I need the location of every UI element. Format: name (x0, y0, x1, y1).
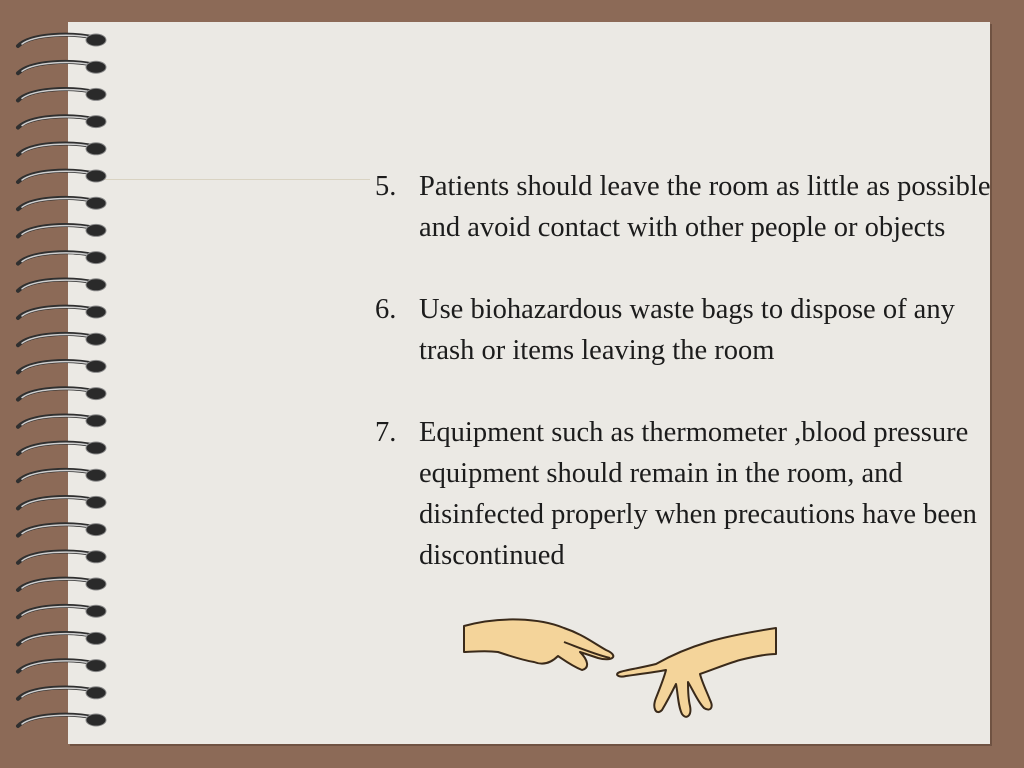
list-item (375, 412, 995, 576)
spiral-coil (18, 279, 106, 291)
spiral-coil (18, 143, 106, 155)
left-hand-icon (464, 619, 613, 670)
spiral-coil (18, 116, 106, 128)
spiral-coil (18, 687, 106, 699)
spiral-coil (18, 197, 106, 209)
spiral-coil (18, 578, 106, 590)
item-text: Equipment such as thermometer ,blood pressure equipment should remain in the room, and disinfected properly when precautions have been discontinued (419, 417, 977, 571)
item-number: 6. (375, 294, 397, 325)
spiral-coil (18, 306, 106, 318)
item-number: 7. (375, 417, 397, 448)
spiral-coil (18, 61, 106, 73)
spiral-coil (18, 551, 106, 563)
spiral-coil (18, 714, 106, 726)
right-hand-icon (617, 628, 776, 717)
item-text: Use biohazardous waste bags to dispose of any trash or items leaving the room (419, 294, 955, 366)
spiral-coil (18, 660, 106, 672)
list-item (375, 289, 995, 371)
instruction-list (375, 166, 995, 617)
spiral-coil (18, 34, 106, 46)
spiral-coil (18, 224, 106, 236)
spiral-coil (18, 415, 106, 427)
spiral-coil (18, 632, 106, 644)
touching-hands-illustration (460, 612, 780, 724)
spiral-coil (18, 88, 106, 100)
item-text: Patients should leave the room as little as possible and avoid contact with other people or objects (419, 171, 991, 243)
item-number: 5. (375, 171, 397, 202)
spiral-coil (18, 360, 106, 372)
spiral-coil (18, 442, 106, 454)
spiral-coil (18, 388, 106, 400)
spiral-coil (18, 333, 106, 345)
spiral-coil (18, 496, 106, 508)
spiral-binding (0, 24, 130, 748)
list-item (375, 166, 995, 248)
page-rule-line (100, 179, 370, 180)
spiral-coil (18, 524, 106, 536)
spiral-coil (18, 605, 106, 617)
spiral-coil (18, 469, 106, 481)
spiral-coil (18, 252, 106, 264)
spiral-coil (18, 170, 106, 182)
